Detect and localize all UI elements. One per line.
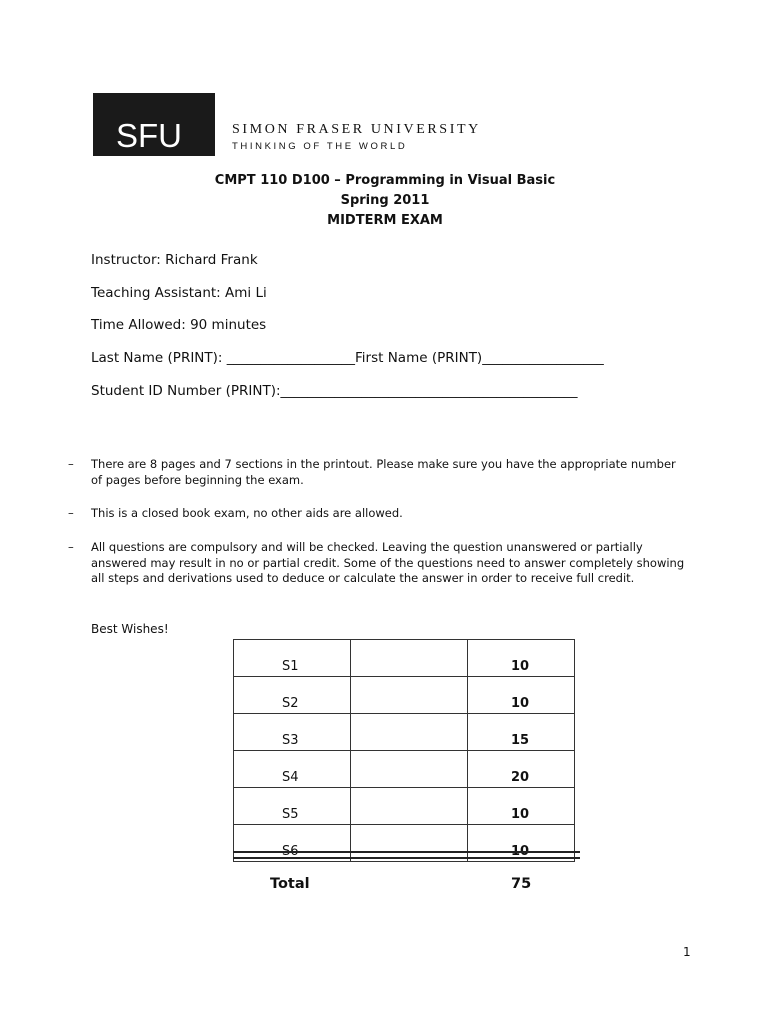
- section-cell: S1: [234, 640, 351, 677]
- points-cell: 20: [468, 751, 575, 788]
- score-cell: [351, 677, 468, 714]
- points-cell: 10: [468, 677, 575, 714]
- table-row: [234, 788, 575, 825]
- logo-mark-text: SFU: [116, 117, 182, 154]
- points-cell: 10: [468, 640, 575, 677]
- time-allowed-field: Time Allowed: 90 minutes: [91, 317, 267, 333]
- section-cell: S5: [234, 788, 351, 825]
- score-table: [233, 639, 575, 862]
- instruction-text: There are 8 pages and 7 sections in the printout. Please make sure you have the appropriate number of pages before beginning the exam.: [91, 457, 676, 487]
- table-row: [234, 751, 575, 788]
- table-row: [234, 714, 575, 751]
- dash-marker: –: [68, 540, 74, 554]
- score-cell: [351, 640, 468, 677]
- best-wishes: Best Wishes!: [91, 622, 169, 636]
- score-cell: [351, 714, 468, 751]
- exam-title: MIDTERM EXAM: [327, 213, 443, 228]
- instructor-field: Instructor: Richard Frank: [91, 252, 258, 268]
- section-cell: S4: [234, 751, 351, 788]
- instruction-text: All questions are compulsory and will be checked. Leaving the question unanswered or partially answered may result in no or partial credit. Some of the questions need to answer completely showing all steps and derivations used to deduce or calculate the answer in order to receive full credit.: [91, 540, 685, 585]
- score-cell: [351, 751, 468, 788]
- dash-marker: –: [68, 457, 74, 471]
- page-number: 1: [683, 945, 691, 959]
- table-row: [234, 640, 575, 677]
- instruction-text: This is a closed book exam, no other aids are allowed.: [91, 506, 403, 520]
- university-tagline: THINKING OF THE WORLD: [232, 141, 408, 152]
- total-label: Total: [270, 876, 310, 892]
- total-value: 75: [511, 876, 532, 892]
- points-cell: 10: [468, 825, 575, 862]
- ta-field: Teaching Assistant: Ami Li: [91, 285, 267, 301]
- dash-marker: –: [68, 506, 74, 520]
- points-cell: 10: [468, 788, 575, 825]
- sfu-logo-mark: [93, 93, 215, 156]
- score-cell: [351, 788, 468, 825]
- section-cell: S6: [234, 825, 351, 862]
- table-row: [234, 677, 575, 714]
- name-field: Last Name (PRINT): ___________________First Name (PRINT)__________________: [91, 350, 604, 366]
- course-title: CMPT 110 D100 – Programming in Visual Basic: [214, 173, 556, 188]
- points-cell: 15: [468, 714, 575, 751]
- total-divider: [233, 851, 580, 859]
- section-cell: S2: [234, 677, 351, 714]
- student-id-field: Student ID Number (PRINT):____________________________________________: [91, 383, 578, 399]
- section-cell: S3: [234, 714, 351, 751]
- university-name: SIMON FRASER UNIVERSITY: [232, 122, 481, 137]
- term: Spring 2011: [340, 193, 430, 208]
